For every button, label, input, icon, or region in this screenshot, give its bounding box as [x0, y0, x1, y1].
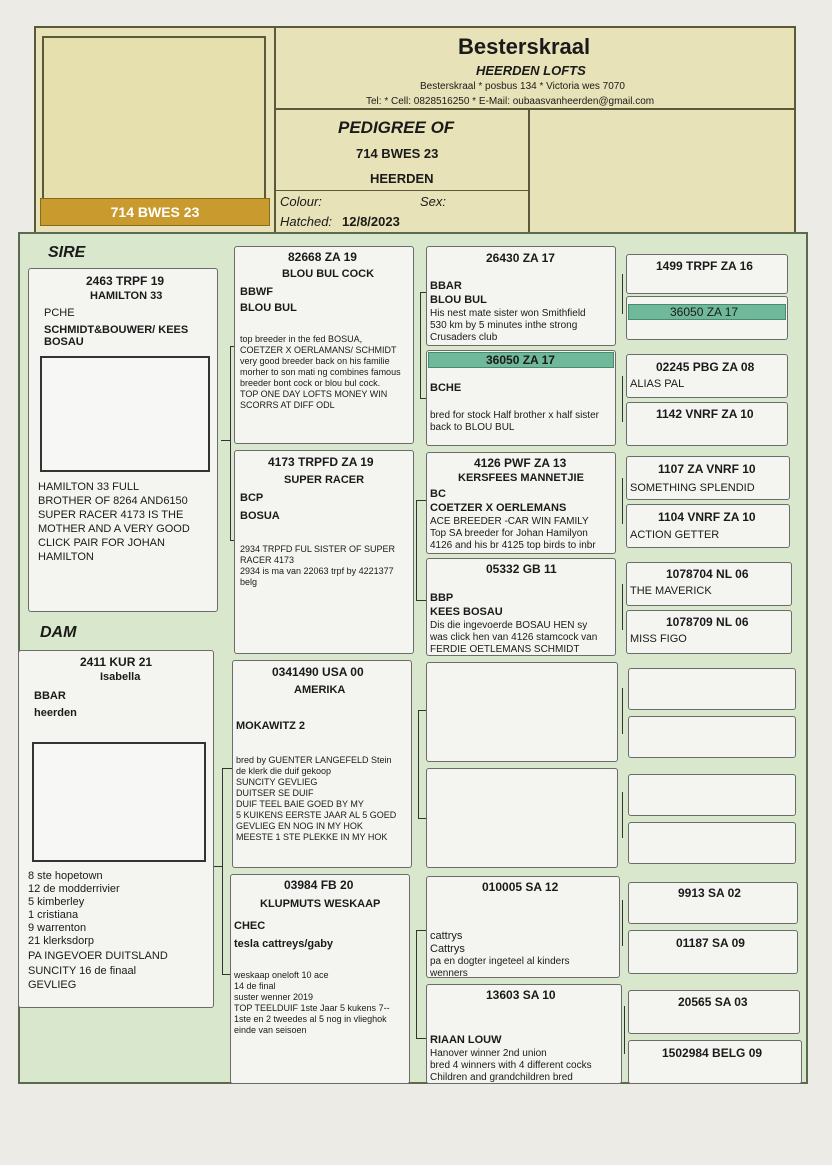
gp-breeder: tesla cattreys/gaby: [234, 938, 334, 950]
gp-name: SUPER RACER: [284, 474, 365, 486]
ggp-colour: BCHE: [430, 382, 462, 394]
ggp-note: pa en dogter ingeteel al kinders: [430, 956, 570, 967]
gp-colour: BBWF: [240, 286, 273, 298]
gp-note: DUIF TEEL BAIE GOED BY MY: [236, 799, 364, 809]
dam-note: PA INGEVOER DUITSLAND: [28, 950, 168, 962]
gp-colour: BCP: [240, 492, 264, 504]
sire-note: CLICK PAIR FOR JOHAN: [38, 537, 165, 549]
ggp-ring: 13603 SA 10: [486, 988, 556, 1002]
ggp-note: Children and grandchildren bred: [430, 1072, 573, 1083]
bird-photo-placeholder: [42, 36, 266, 200]
ggp-colour: BBAR: [430, 280, 462, 292]
gp-colour: CHEC: [234, 920, 266, 932]
ggp-note: bred 4 winners with 4 different cocks: [430, 1060, 592, 1071]
dam-note: GEVLIEG: [28, 979, 77, 991]
gp-note: GEVLIEG EN NOG IN MY HOK: [236, 821, 363, 831]
gen4-ring: 1078709 NL 06: [666, 615, 749, 629]
gp-note: TOP ONE DAY LOFTS MONEY WIN: [240, 389, 388, 399]
gp-note: MEESTE 1 STE PLEKKE IN MY HOK: [236, 832, 388, 842]
ggp-colour: BC: [430, 488, 446, 500]
ggp-colour: BBP: [430, 592, 454, 604]
gen4-ring: 1078704 NL 06: [666, 567, 749, 581]
dam-note: 5 kimberley: [28, 896, 85, 908]
gen4-ring: 1142 VNRF ZA 10: [656, 407, 754, 421]
gen4-ring: 02245 PBG ZA 08: [656, 360, 755, 374]
sire-breeder-line: BOSAU: [44, 336, 84, 348]
dam-breeder: heerden: [34, 707, 77, 719]
ggp-ring: 26430 ZA 17: [486, 251, 555, 265]
page-bottom-margin: [0, 1084, 832, 1165]
sire-note: MOTHER AND A VERY GOOD: [38, 523, 190, 535]
ggp-colour: cattrys: [430, 930, 463, 942]
ggp-breeder: KEES BOSAU: [430, 606, 503, 618]
gen4-ring: 20565 SA 03: [678, 995, 748, 1009]
gp-note: bred by GUENTER LANGEFELD Stein: [236, 755, 392, 765]
gp-note: COETZER X OERLAMANS/ SCHMIDT: [240, 345, 397, 355]
sire-breeder-line: SCHMIDT&BOUWER/ KEES: [44, 324, 189, 336]
gen4-card: [628, 668, 796, 710]
gp-name: KLUPMUTS WESKAAP: [260, 898, 381, 910]
ggp-note: Crusaders club: [430, 332, 498, 343]
sex-label: Sex:: [420, 194, 447, 209]
gp-note: 2934 TRPFD FUL SISTER OF SUPER: [240, 544, 396, 554]
hatched-label: Hatched:: [280, 214, 333, 229]
dam-note: 1 cristiana: [28, 909, 79, 921]
gp-note: top breeder in the fed BOSUA,: [240, 334, 363, 344]
sire-colour: PCHE: [44, 307, 75, 319]
gp-note: de klerk die duif gekoop: [236, 766, 332, 776]
gp-note: belg: [240, 577, 258, 587]
ggp-note: Hanover winner 2nd union: [430, 1048, 547, 1059]
gp-note: suster wenner 2019: [234, 992, 314, 1002]
ggp-note: Dis die ingevoerde BOSAU HEN sy: [430, 620, 588, 631]
ggp-note: 4126 and his br 4125 top birds to inbr: [430, 540, 596, 551]
ggp-ring: 010005 SA 12: [482, 880, 559, 894]
sire-note: BROTHER OF 8264 AND6150: [38, 495, 188, 507]
gen4-ring: 9913 SA 02: [678, 886, 741, 900]
bird-ring: 714 BWES 23: [356, 146, 439, 161]
gen4-name: SOMETHING SPLENDID: [630, 482, 755, 494]
ggp-note: back to BLOU BUL: [430, 422, 515, 433]
gp-breeder: BOSUA: [240, 510, 280, 522]
dam-note: 8 ste hopetown: [28, 870, 103, 882]
ggp-name: KERSFEES MANNETJIE: [458, 472, 584, 484]
gp-note: TOP TEELDUIF 1ste Jaar 5 kukens 7--: [234, 1003, 390, 1013]
gp-note: RACER 4173: [240, 555, 295, 565]
ggp-note: His nest mate sister won Smithfield: [430, 308, 586, 319]
ggp-note: wenners: [430, 968, 468, 979]
gp-note: einde van seisoen: [234, 1025, 307, 1035]
gp-ring: 4173 TRPFD ZA 19: [268, 455, 374, 469]
hatched-value: 12/8/2023: [342, 214, 400, 229]
dam-note: 21 klerksdorp: [28, 935, 95, 947]
gen4-card: [628, 774, 796, 816]
gen4-ring: 1502984 BELG 09: [662, 1046, 763, 1060]
great-grandparent-card: [426, 662, 618, 762]
gp-note: 1ste en 2 tweedes al 5 nog in vlieghok: [234, 1014, 387, 1024]
gp-note: 2934 is ma van 22063 trpf by 4221377: [240, 566, 394, 576]
ggp-note: FERDIE OETLEMANS SCHMIDT: [430, 644, 580, 655]
gp-breeder: MOKAWITZ 2: [236, 720, 306, 732]
sire-note: HAMILTON 33 FULL: [38, 481, 140, 493]
ggp-note: Top SA breeder for Johan Hamilyon: [430, 528, 588, 539]
sire-name: HAMILTON 33: [90, 290, 163, 302]
ggp-note: 530 km by 5 minutes inthe strong: [430, 320, 578, 331]
gen4-ring: 36050 ZA 17: [670, 305, 739, 319]
ggp-ring: 4126 PWF ZA 13: [474, 456, 567, 470]
sire-photo-placeholder: [40, 356, 210, 472]
gp-ring: 82668 ZA 19: [288, 250, 357, 264]
gp-note: weskaap oneloft 10 ace: [234, 970, 329, 980]
gen4-ring: 1107 ZA VNRF 10: [658, 462, 756, 476]
loft-address: Besterskraal * posbus 134 * Victoria wes 7070: [420, 81, 625, 92]
gp-name: AMERIKA: [294, 684, 346, 696]
gp-ring: 0341490 USA 00: [272, 665, 364, 679]
dam-label: DAM: [40, 624, 77, 641]
ggp-note: bred for stock Half brother x half sister: [430, 410, 599, 421]
dam-photo-placeholder: [32, 742, 206, 862]
sire-note: HAMILTON: [38, 551, 94, 563]
ggp-note: was click hen van 4126 stamcock van: [430, 632, 598, 643]
gen4-card: [628, 822, 796, 864]
dam-name: Isabella: [100, 671, 141, 683]
gp-note: very good breeder back on his familie: [240, 356, 390, 366]
gen4-ring: 1499 TRPF ZA 16: [656, 259, 753, 273]
sire-ring: 2463 TRPF 19: [86, 274, 165, 288]
sire-note: SUPER RACER 4173 IS THE: [38, 509, 184, 521]
gen4-name: MISS FIGO: [630, 633, 687, 645]
loft-contact: Tel: * Cell: 0828516250 * E-Mail: oubaasvanheerden@gmail.com: [366, 96, 655, 107]
gen4-name: ACTION GETTER: [630, 529, 720, 541]
dam-ring: 2411 KUR 21: [80, 655, 153, 669]
gp-name: BLOU BUL COCK: [282, 268, 375, 280]
dam-colour: BBAR: [34, 690, 66, 702]
gp-note: SUNCITY GEVLIEG: [236, 777, 318, 787]
dam-note: 9 warrenton: [28, 922, 87, 934]
gen4-ring: 01187 SA 09: [676, 936, 745, 950]
gen4-name: THE MAVERICK: [630, 585, 712, 597]
gp-breeder: BLOU BUL: [240, 302, 297, 314]
dam-note: SUNCITY 16 de finaal: [28, 965, 137, 977]
ggp-colour: RIAAN LOUW: [430, 1034, 502, 1046]
ggp-ring: 36050 ZA 17: [486, 353, 555, 367]
sire-label: SIRE: [48, 244, 86, 261]
pedigree-title: PEDIGREE OF: [338, 118, 455, 137]
ggp-breeder: Cattrys: [430, 943, 465, 955]
gen4-ring: 1104 VNRF ZA 10: [658, 510, 756, 524]
bird-owner: HEERDEN: [370, 171, 434, 186]
loft-subtitle: HEERDEN LOFTS: [476, 63, 586, 78]
loft-name: Besterskraal: [458, 34, 591, 59]
gp-note: SCORRS AT DIFF ODL: [240, 400, 335, 410]
gp-note: 14 de final: [234, 981, 276, 991]
great-grandparent-card: [426, 768, 618, 868]
gen4-name: ALIAS PAL: [630, 378, 685, 390]
colour-label: Colour:: [280, 194, 322, 209]
ggp-note: ACE BREEDER -CAR WIN FAMILY: [430, 516, 589, 527]
gp-note: DUITSER SE DUIF: [236, 788, 314, 798]
gp-ring: 03984 FB 20: [284, 878, 354, 892]
ggp-ring: 05332 GB 11: [486, 562, 557, 576]
gp-note: breeder bont cock or blou bul cock.: [240, 378, 381, 388]
photo-ring-number: 714 BWES 23: [40, 198, 270, 226]
gp-note: morher to son mati ng combines famous: [240, 367, 401, 377]
dam-note: 12 de modderrivier: [28, 883, 120, 895]
ggp-breeder: COETZER X OERLEMANS: [430, 502, 567, 514]
gp-note: 5 KUIKENS EERSTE JAAR AL 5 GOED: [236, 810, 397, 820]
ggp-breeder: BLOU BUL: [430, 294, 487, 306]
gen4-card: [628, 716, 796, 758]
